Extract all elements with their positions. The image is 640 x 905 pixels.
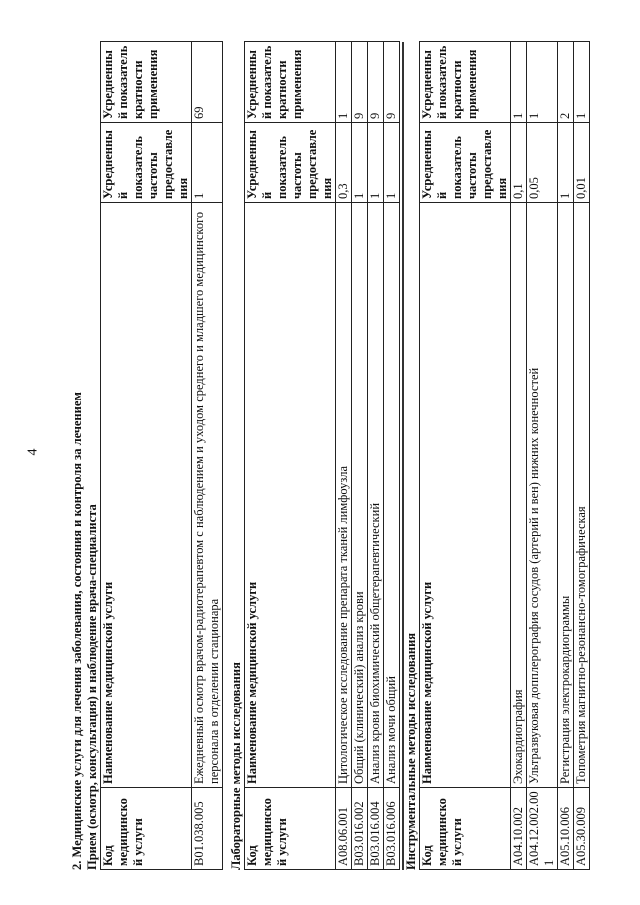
header-multiplicity: Усредненный показатель кратности применения — [101, 42, 192, 123]
cell-frequency: 1 — [192, 123, 223, 203]
page-number: 4 — [25, 448, 41, 456]
header-frequency: Усредненный показатель частоты предоставления — [420, 123, 511, 203]
cell-frequency: 1 — [352, 123, 368, 203]
consult-table-title: Прием (осмотр, консультация) и наблюдение врача-специалиста — [85, 504, 99, 870]
cell-name: Цитологическое исследование препарата тканей лимфоузла — [336, 203, 352, 788]
header-name: Наименование медицинской услуги — [420, 203, 511, 788]
cell-multiplicity: 9 — [384, 42, 400, 123]
cell-frequency: 0,3 — [336, 123, 352, 203]
table-row — [574, 42, 590, 870]
cell-code: A05.10.006 — [558, 788, 574, 870]
cell-code: B03.016.006 — [384, 788, 400, 870]
header-frequency: Усредненный показатель частоты предоставления — [101, 123, 192, 203]
cell-frequency: 1 — [384, 123, 400, 203]
cell-multiplicity: 1 — [574, 42, 590, 123]
table-row — [511, 42, 527, 870]
cell-frequency: 0,1 — [511, 123, 527, 203]
cell-code: B01.038.005 — [192, 788, 223, 870]
header-code: Код медицинской услуги — [420, 788, 511, 870]
cell-name: Эхокардиография — [511, 203, 527, 788]
lab-table-title: Лабораторные методы исследования — [229, 662, 243, 870]
table-row — [192, 42, 223, 870]
header-multiplicity: Усредненный показатель кратности применения — [245, 42, 336, 123]
cell-multiplicity: 1 — [527, 42, 558, 123]
cell-name: Анализ мочи общий — [384, 203, 400, 788]
table-row — [352, 42, 368, 870]
cell-frequency: 1 — [558, 123, 574, 203]
table-row — [558, 42, 574, 870]
cell-multiplicity: 69 — [192, 42, 223, 123]
cell-multiplicity: 1 — [336, 42, 352, 123]
header-multiplicity: Усредненный показатель кратности применения — [420, 42, 511, 123]
header-name: Наименование медицинской услуги — [101, 203, 192, 788]
cell-name: Топометрия магнитно-резонансно-томографическая — [574, 203, 590, 788]
cell-frequency: 0,01 — [574, 123, 590, 203]
cell-name: Ультразвуковая допплерография сосудов (артерий и вен) нижних конечностей — [527, 203, 558, 788]
table-header-row — [420, 42, 511, 870]
instr-table-title: Инструментальные методы исследования — [404, 632, 418, 870]
table-header-row — [245, 42, 336, 870]
cell-code: A04.10.002 — [511, 788, 527, 870]
cell-multiplicity: 9 — [352, 42, 368, 123]
cell-code: A05.30.009 — [574, 788, 590, 870]
cell-code: A08.06.001 — [336, 788, 352, 870]
table-row — [336, 42, 352, 870]
header-code: Код медицинской услуги — [101, 788, 192, 870]
table-header-row — [101, 42, 192, 870]
table-row — [384, 42, 400, 870]
cell-code: B03.016.004 — [368, 788, 384, 870]
table-row — [527, 42, 558, 870]
cell-name: Ежедневный осмотр врачом-радиотерапевтом с наблюдением и уходом среднего и младшего медицинского персонала в отделении стационара — [192, 203, 223, 788]
cell-multiplicity: 9 — [368, 42, 384, 123]
cell-frequency: 0,05 — [527, 123, 558, 203]
cell-name: Общий (клинический) анализ крови — [352, 203, 368, 788]
cell-code: A04.12.002.001 — [527, 788, 558, 870]
lab-table — [244, 41, 400, 870]
header-frequency: Усредненный показатель частоты предоставления — [245, 123, 336, 203]
cell-code: B03.016.002 — [352, 788, 368, 870]
table-row — [368, 42, 384, 870]
consult-table — [100, 41, 223, 870]
cell-multiplicity: 1 — [511, 42, 527, 123]
cell-multiplicity: 2 — [558, 42, 574, 123]
instr-table — [419, 41, 590, 870]
rotated-document-content — [70, 42, 640, 870]
section-title: 2. Медицинские услуги для лечения заболевания, состояния и контроля за лечением — [70, 392, 84, 870]
cell-name: Анализ крови биохимический общетерапевтический — [368, 203, 384, 788]
header-code: Код медицинской услуги — [245, 788, 336, 870]
cell-name: Регистрация электрокардиограммы — [558, 203, 574, 788]
header-name: Наименование медицинской услуги — [245, 203, 336, 788]
cell-frequency: 1 — [368, 123, 384, 203]
